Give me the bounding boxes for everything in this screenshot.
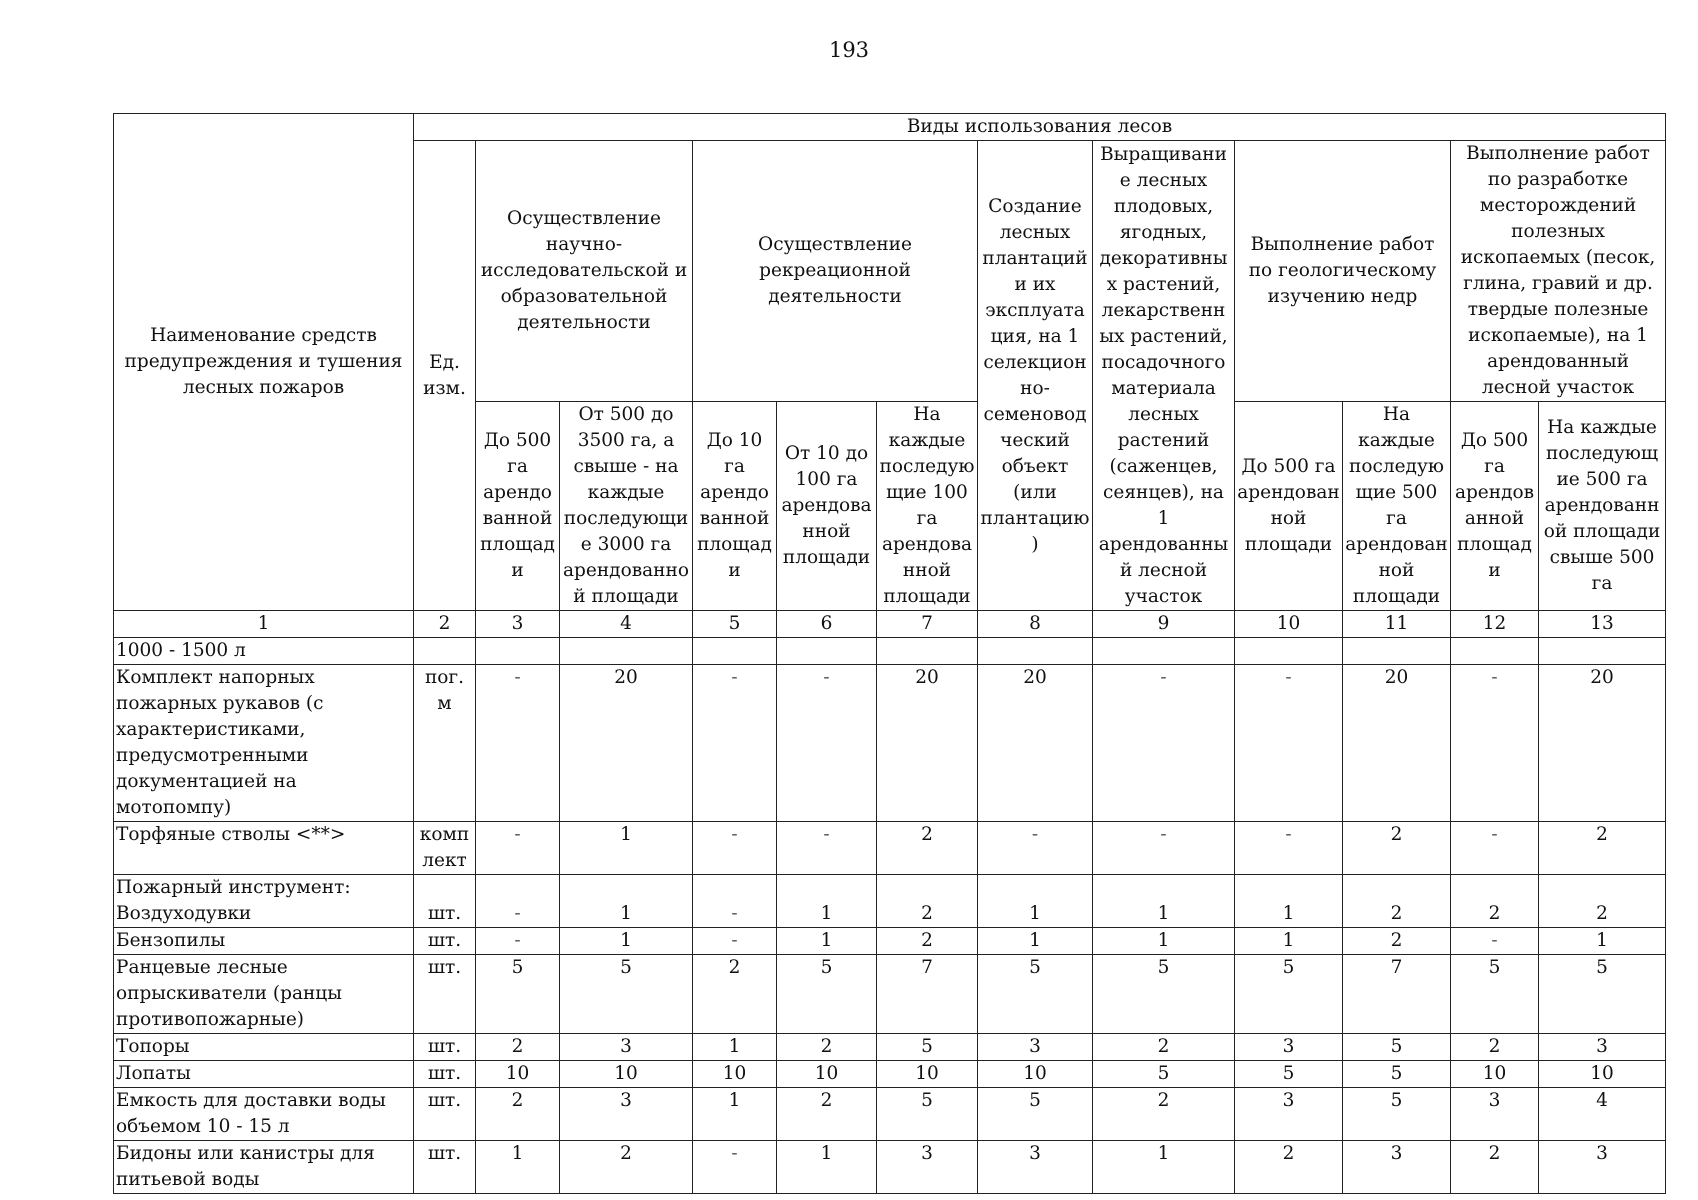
row-value: [978, 638, 1093, 665]
row-unit: шт.: [414, 1034, 476, 1061]
row-value: [777, 875, 877, 902]
row-value: [1343, 875, 1451, 902]
column-number: 7: [877, 611, 978, 638]
row-value: 10: [476, 1061, 560, 1088]
row-value: 2: [1343, 928, 1451, 955]
row-value: 1: [693, 1034, 777, 1061]
row-value: 1: [1093, 928, 1235, 955]
row-value: [693, 875, 777, 902]
column-number: 9: [1093, 611, 1235, 638]
table-row: [114, 1034, 1666, 1061]
row-value: 5: [877, 1034, 978, 1061]
row-value: -: [476, 928, 560, 955]
row-value: 1: [1235, 928, 1343, 955]
row-value: -: [476, 901, 560, 928]
row-unit: пог. м: [414, 665, 476, 822]
row-value: 10: [978, 1061, 1093, 1088]
row-value: -: [476, 822, 560, 875]
row-value: 2: [560, 1141, 693, 1194]
row-value: 10: [1451, 1061, 1539, 1088]
subcol-header: От 10 до 100 га арендованной площади: [777, 402, 877, 611]
table-row: [114, 665, 1666, 822]
row-value: 2: [1539, 901, 1666, 928]
forest-fire-equipment-table: [113, 113, 1666, 1194]
row-value: -: [693, 1141, 777, 1194]
row-value: [1451, 875, 1539, 902]
row-value: 2: [877, 822, 978, 875]
row-value: 10: [693, 1061, 777, 1088]
column-number: 10: [1235, 611, 1343, 638]
row-value: 2: [1235, 1141, 1343, 1194]
row-value: -: [1093, 822, 1235, 875]
header-group-research: Осуществление научно-исследовательской и образовательной деятельности: [476, 141, 693, 402]
row-value: [693, 638, 777, 665]
row-value: -: [1451, 928, 1539, 955]
row-value: 3: [560, 1088, 693, 1141]
row-value: -: [777, 665, 877, 822]
column-number-row: [114, 611, 1666, 638]
row-value: 3: [1451, 1088, 1539, 1141]
row-name: Воздуходувки: [114, 901, 414, 928]
row-value: [1451, 638, 1539, 665]
row-unit: комплект: [414, 822, 476, 875]
row-value: 20: [978, 665, 1093, 822]
row-value: [1093, 638, 1235, 665]
row-value: 5: [476, 955, 560, 1034]
row-value: 2: [1539, 822, 1666, 875]
row-value: 2: [777, 1088, 877, 1141]
table-row: [114, 928, 1666, 955]
subcol-header: От 500 до 3500 га, а свыше - на каждые последующие 3000 га арендованной площади: [560, 402, 693, 611]
header-group-title: Виды использования лесов: [414, 114, 1666, 141]
row-value: -: [1235, 665, 1343, 822]
table-row: [114, 1088, 1666, 1141]
row-value: -: [1093, 665, 1235, 822]
row-value: 5: [560, 955, 693, 1034]
row-value: -: [1451, 665, 1539, 822]
row-value: 5: [978, 955, 1093, 1034]
row-value: -: [1235, 822, 1343, 875]
header-group-plantations: Создание лесных плантаций и их эксплуатация, на 1 селекционно-семеноводческий объект (или плантацию): [978, 141, 1093, 611]
subcol-header: До 500 га арендованной площади: [1451, 402, 1539, 611]
row-value: [978, 875, 1093, 902]
row-value: -: [693, 928, 777, 955]
row-value: -: [1451, 822, 1539, 875]
row-name: Лопаты: [114, 1061, 414, 1088]
row-value: 1: [777, 901, 877, 928]
row-value: -: [693, 901, 777, 928]
row-value: [476, 875, 560, 902]
table-row: [114, 955, 1666, 1034]
header-group-recreation: Осуществление рекреационной деятельности: [693, 141, 978, 402]
row-value: 20: [1343, 665, 1451, 822]
row-value: [1539, 875, 1666, 902]
row-value: 4: [1539, 1088, 1666, 1141]
subcol-header: До 500 га арендованной площади: [476, 402, 560, 611]
row-name: Комплект напорных пожарных рукавов (с характеристиками, предусмотренными документацией на мотопомпу): [114, 665, 414, 822]
row-value: 7: [1343, 955, 1451, 1034]
row-value: 3: [1235, 1088, 1343, 1141]
row-value: 7: [877, 955, 978, 1034]
row-value: 2: [877, 928, 978, 955]
row-value: -: [978, 822, 1093, 875]
row-value: [1235, 638, 1343, 665]
row-value: 2: [1093, 1088, 1235, 1141]
row-unit: [414, 875, 476, 902]
row-name: Топоры: [114, 1034, 414, 1061]
header-group-mining: Выполнение работ по разработке месторождений полезных ископаемых (песок, глина, гравий и др. твердые полезные ископаемые), на 1 арендованный лесной участок: [1451, 141, 1666, 402]
row-value: 2: [476, 1088, 560, 1141]
row-value: 5: [1343, 1034, 1451, 1061]
row-value: 5: [1539, 955, 1666, 1034]
row-value: -: [777, 822, 877, 875]
row-value: 1: [777, 1141, 877, 1194]
row-value: 5: [777, 955, 877, 1034]
row-name: Ранцевые лесные опрыскиватели (ранцы противопожарные): [114, 955, 414, 1034]
row-value: 10: [877, 1061, 978, 1088]
subcol-header: До 500 га арендованной площади: [1235, 402, 1343, 611]
row-name: Торфяные стволы <**>: [114, 822, 414, 875]
row-value: 3: [877, 1141, 978, 1194]
column-number: 11: [1343, 611, 1451, 638]
row-value: 2: [693, 955, 777, 1034]
row-value: 3: [978, 1034, 1093, 1061]
row-unit: шт.: [414, 955, 476, 1034]
column-number: 4: [560, 611, 693, 638]
row-value: -: [476, 665, 560, 822]
row-name: Пожарный инструмент:: [114, 875, 414, 902]
row-value: 1: [560, 822, 693, 875]
row-value: 1: [777, 928, 877, 955]
row-value: [1539, 638, 1666, 665]
row-value: 2: [777, 1034, 877, 1061]
row-value: 10: [560, 1061, 693, 1088]
row-value: [560, 638, 693, 665]
column-number: 1: [114, 611, 414, 638]
row-value: 5: [1235, 1061, 1343, 1088]
row-value: [560, 875, 693, 902]
row-value: 10: [777, 1061, 877, 1088]
row-value: 2: [476, 1034, 560, 1061]
table-row: [114, 1141, 1666, 1194]
row-value: 1: [693, 1088, 777, 1141]
row-value: 20: [1539, 665, 1666, 822]
row-value: 3: [978, 1141, 1093, 1194]
row-value: 20: [877, 665, 978, 822]
table-row: [114, 875, 1666, 902]
row-value: -: [693, 665, 777, 822]
row-value: 3: [1343, 1141, 1451, 1194]
row-unit: шт.: [414, 1061, 476, 1088]
row-unit: шт.: [414, 1088, 476, 1141]
row-name: 1000 - 1500 л: [114, 638, 414, 665]
header-group-growing: Выращивание лесных плодовых, ягодных, декоративных растений, лекарственных растений, посадочного материала лесных растений (саженцев, сеянцев), на 1 арендованный лесной участок: [1093, 141, 1235, 611]
row-value: 5: [877, 1088, 978, 1141]
row-value: [1343, 638, 1451, 665]
row-value: 5: [1343, 1061, 1451, 1088]
row-name: Бидоны или канистры для питьевой воды: [114, 1141, 414, 1194]
column-number: 6: [777, 611, 877, 638]
row-value: 1: [1093, 901, 1235, 928]
row-unit: шт.: [414, 1141, 476, 1194]
column-number: 2: [414, 611, 476, 638]
row-value: [877, 638, 978, 665]
row-value: -: [693, 822, 777, 875]
row-unit: шт.: [414, 928, 476, 955]
row-value: 5: [1093, 1061, 1235, 1088]
row-value: 5: [978, 1088, 1093, 1141]
row-value: 1: [560, 928, 693, 955]
subcol-header: На каждые последующие 500 га арендованной площади: [1343, 402, 1451, 611]
row-unit: [414, 638, 476, 665]
row-value: 5: [1093, 955, 1235, 1034]
header-group-geology: Выполнение работ по геологическому изучению недр: [1235, 141, 1451, 402]
row-value: 2: [877, 901, 978, 928]
row-value: 5: [1235, 955, 1343, 1034]
row-value: 3: [1539, 1141, 1666, 1194]
row-value: 1: [1235, 901, 1343, 928]
header-unit-column: Ед. изм.: [414, 141, 476, 611]
row-value: 20: [560, 665, 693, 822]
row-value: 2: [1451, 1034, 1539, 1061]
row-name: Бензопилы: [114, 928, 414, 955]
row-value: 2: [1451, 901, 1539, 928]
table-row: [114, 822, 1666, 875]
table-row: [114, 901, 1666, 928]
table-row: [114, 638, 1666, 665]
row-value: 10: [1539, 1061, 1666, 1088]
header-name-column: Наименование средств предупреждения и тушения лесных пожаров: [114, 114, 414, 611]
column-number: 3: [476, 611, 560, 638]
row-value: 3: [1539, 1034, 1666, 1061]
column-number: 8: [978, 611, 1093, 638]
row-value: [777, 638, 877, 665]
column-number: 13: [1539, 611, 1666, 638]
table-row: [114, 1061, 1666, 1088]
subcol-header: На каждые последующие 500 га арендованной площади свыше 500 га: [1539, 402, 1666, 611]
row-value: 5: [1343, 1088, 1451, 1141]
table-body: [114, 638, 1666, 1194]
row-value: [1235, 875, 1343, 902]
row-value: [1093, 875, 1235, 902]
row-value: 2: [1343, 901, 1451, 928]
row-value: 1: [560, 901, 693, 928]
row-name: Емкость для доставки воды объемом 10 - 15 л: [114, 1088, 414, 1141]
column-number: 12: [1451, 611, 1539, 638]
row-value: 1: [476, 1141, 560, 1194]
row-value: [476, 638, 560, 665]
row-value: 3: [1235, 1034, 1343, 1061]
row-value: 5: [1451, 955, 1539, 1034]
row-value: 2: [1343, 822, 1451, 875]
row-value: 1: [978, 901, 1093, 928]
row-value: 1: [978, 928, 1093, 955]
row-value: 1: [1093, 1141, 1235, 1194]
page-number: 193: [828, 38, 870, 62]
subcol-header: До 10 га арендованной площади: [693, 402, 777, 611]
row-value: 2: [1451, 1141, 1539, 1194]
column-number: 5: [693, 611, 777, 638]
row-value: 2: [1093, 1034, 1235, 1061]
subcol-header: На каждые последующие 100 га арендованной площади: [877, 402, 978, 611]
row-value: 3: [560, 1034, 693, 1061]
row-value: 1: [1539, 928, 1666, 955]
row-unit: шт.: [414, 901, 476, 928]
row-value: [877, 875, 978, 902]
